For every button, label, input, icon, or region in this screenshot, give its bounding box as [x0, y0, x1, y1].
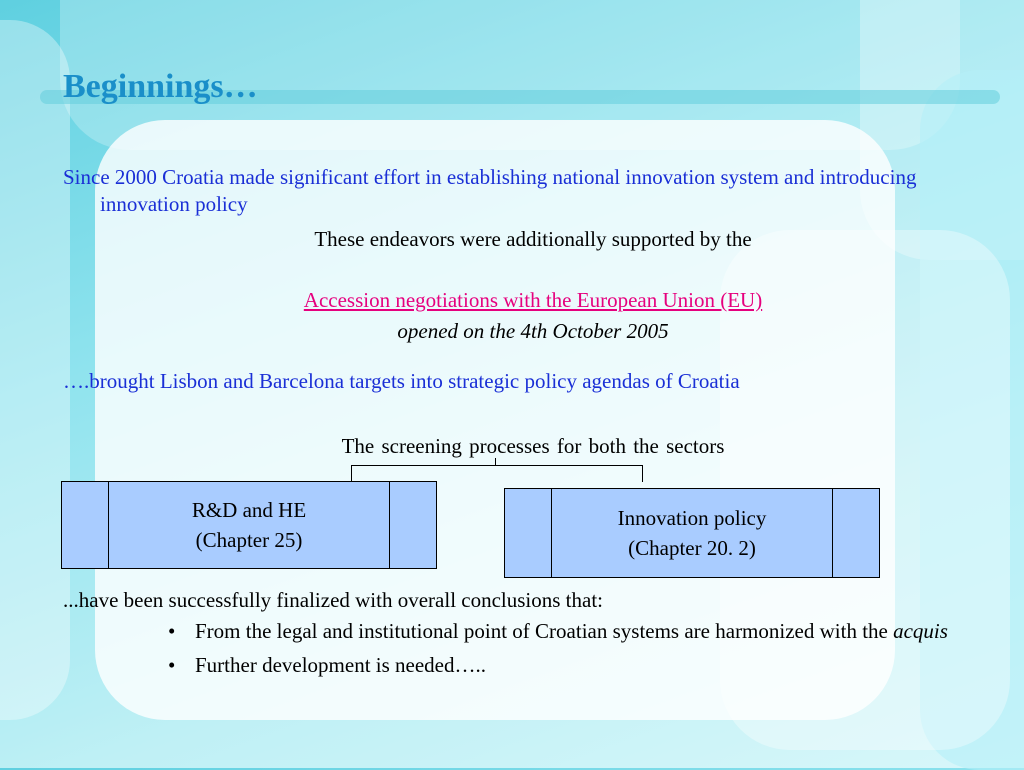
box-side-right: [832, 489, 879, 577]
box-side-right: [389, 482, 436, 568]
background-shape: [0, 20, 70, 720]
box-side-left: [505, 489, 552, 577]
conclusion-intro: ...have been successfully finalized with overall conclusions that:: [63, 588, 604, 612]
box-chapter: (Chapter 20. 2): [628, 536, 756, 560]
list-item: [168, 619, 968, 643]
opened-date-line: opened on the 4th October 2005: [397, 319, 669, 343]
bullet-icon: •: [168, 619, 176, 643]
chapter-box-rd-he: [61, 481, 437, 569]
slide-title: Beginnings…: [63, 68, 258, 105]
box-title: R&D and HE: [191, 498, 307, 522]
box-label: [109, 482, 389, 568]
targets-line: ….brought Lisbon and Barcelona targets into strategic policy agendas of Croatia: [63, 369, 740, 393]
intro-paragraph: Since 2000 Croatia made significant effort in establishing national innovation system and introducing innovation policy: [63, 165, 917, 216]
bullet-icon: •: [168, 653, 176, 677]
connector-bracket: [351, 465, 643, 482]
supported-line: These endeavors were additionally supported by the: [314, 227, 752, 251]
conclusion-list: [168, 619, 968, 687]
box-label: [552, 489, 832, 577]
bullet-italic: acquis: [893, 619, 948, 643]
accession-link[interactable]: Accession negotiations with the European Union (EU): [303, 288, 763, 312]
bullet-text: Further development is needed…..: [195, 653, 487, 677]
bullet-text: From the legal and institutional point of Croatian systems are harmonized with the: [195, 619, 894, 643]
box-chapter: (Chapter 25): [195, 528, 303, 552]
box-title: Innovation policy: [617, 506, 767, 530]
list-item: [168, 653, 968, 677]
chapter-box-innovation: [504, 488, 880, 578]
screening-line: The screening processes for both the sectors: [341, 434, 725, 458]
box-side-left: [62, 482, 109, 568]
